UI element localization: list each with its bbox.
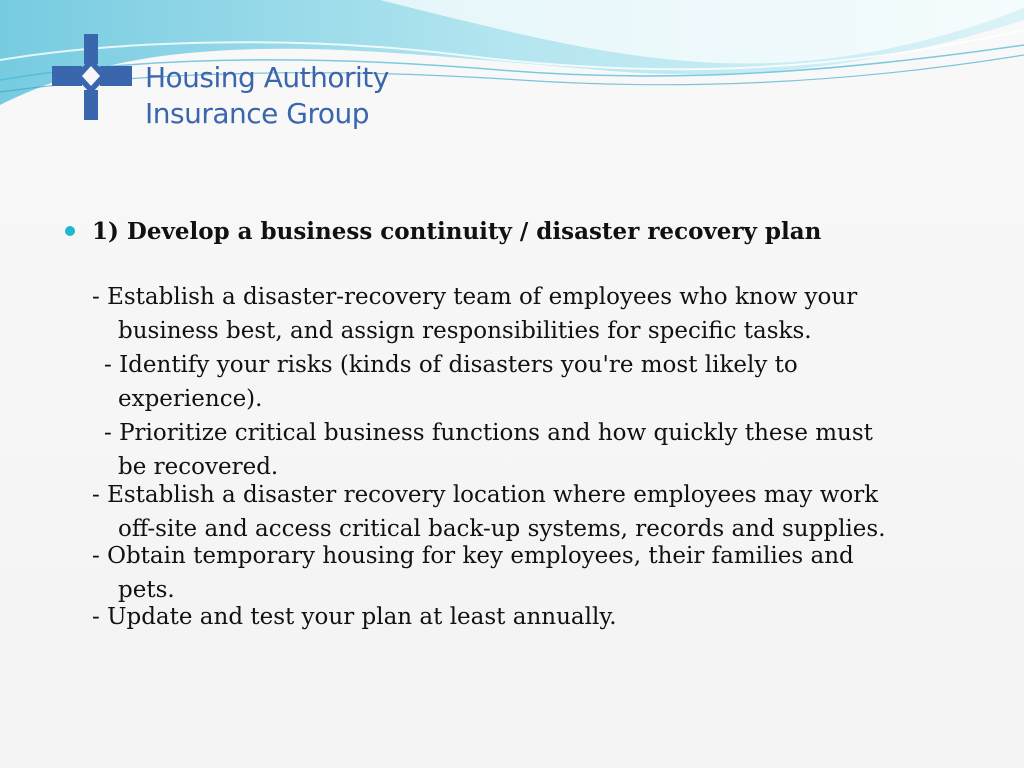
list-item: - Obtain temporary housing for key employees, their families and bbox=[92, 543, 854, 569]
bullet-icon bbox=[65, 226, 75, 236]
list-item: - Identify your risks (kinds of disasters you're most likely to bbox=[104, 352, 798, 378]
list-item-continuation: be recovered. bbox=[118, 454, 279, 480]
list-item: - Establish a disaster-recovery team of employees who know your bbox=[92, 284, 858, 310]
list-item: - Update and test your plan at least annually. bbox=[92, 604, 617, 630]
list-item: - Establish a disaster recovery location where employees may work bbox=[92, 482, 879, 508]
logo-line-1: Housing Authority bbox=[145, 61, 389, 94]
list-item: - Prioritize critical business functions and how quickly these must bbox=[104, 420, 873, 446]
list-item-continuation: off-site and access critical back-up systems, records and supplies. bbox=[118, 516, 886, 542]
list-item-continuation: business best, and assign responsibilities for specific tasks. bbox=[118, 318, 812, 344]
section-heading: 1) Develop a business continuity / disaster recovery plan bbox=[92, 218, 822, 245]
logo-line-2: Insurance Group bbox=[145, 97, 370, 130]
list-item-continuation: pets. bbox=[118, 577, 175, 603]
list-item-continuation: experience). bbox=[118, 386, 263, 412]
